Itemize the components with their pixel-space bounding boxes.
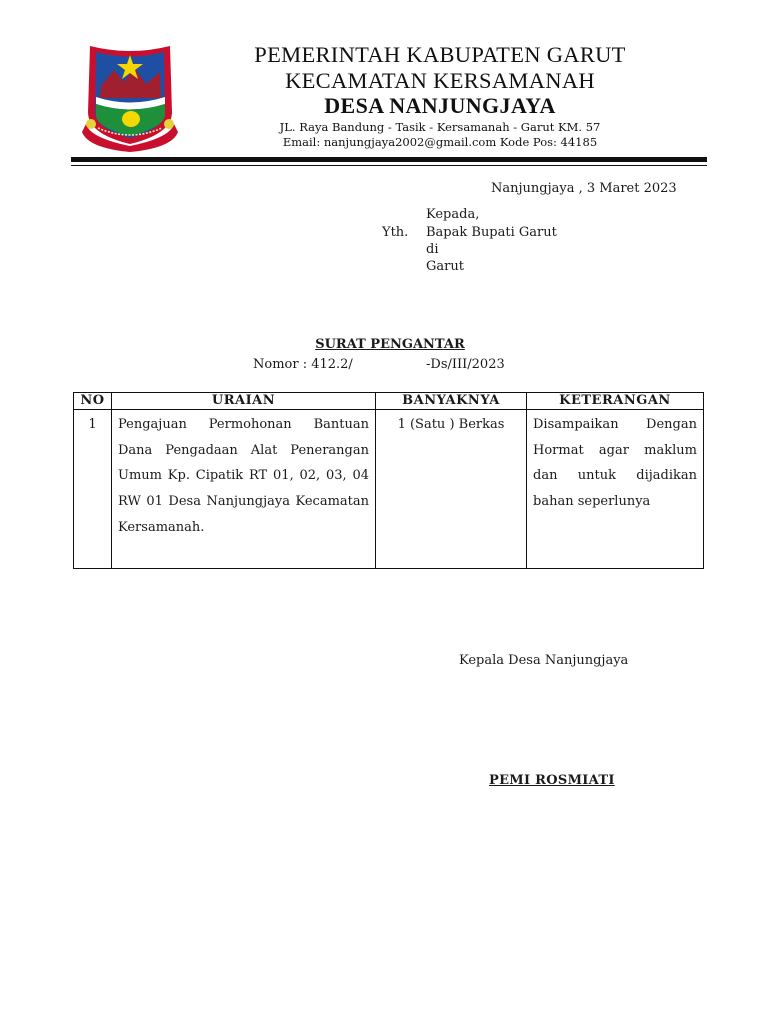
- cell-uraian: Pengajuan Permohonan Bantuan Dana Pengadaan Alat Penerangan Umum Kp. Cipatik RT 01, 02, 03, 04 RW 01 Desa Nanjungjaya Kecamatan Kersamanah.: [112, 410, 376, 569]
- col-header-no: NO: [74, 393, 112, 410]
- col-header-keterangan: KETERANGAN: [527, 393, 704, 410]
- cell-banyaknya-wrap: [376, 410, 527, 569]
- letterhead-government: PEMERINTAH KABUPATEN GARUT: [254, 42, 626, 67]
- village-emblem-logo: [76, 40, 184, 152]
- yth-label: Yth.: [382, 225, 409, 240]
- letter-number-suffix: -Ds/III/2023: [426, 357, 505, 372]
- signatory-title: Kepala Desa Nanjungjaya: [459, 653, 629, 668]
- col-header-banyaknya: BANYAKNYA: [376, 393, 527, 410]
- cell-banyaknya: 1 (Satu ) Berkas: [397, 417, 505, 432]
- cell-no: 1: [74, 410, 112, 569]
- cell-keterangan: Disampaikan Dengan Hormat agar maklum dan untuk dijadikan bahan seperlunya: [527, 410, 704, 569]
- letterhead-contact: Email: nanjungjaya2002@gmail.com Kode Pos: 44185: [282, 135, 598, 149]
- letterhead-village: DESA NANJUNGJAYA: [324, 93, 556, 118]
- letterhead-district: KECAMATAN KERSAMANAH: [285, 68, 595, 93]
- recipient: Bapak Bupati Garut: [426, 225, 557, 240]
- di-label: di: [426, 242, 439, 257]
- table-row: [74, 410, 704, 569]
- letter-number-label: Nomor : 412.2/: [253, 357, 353, 372]
- table-header-row: [74, 393, 704, 410]
- letter-title: SURAT PENGANTAR: [315, 337, 465, 352]
- letterhead-address: JL. Raya Bandung - Tasik - Kersamanah - Garut KM. 57: [279, 120, 601, 134]
- col-header-uraian: URAIAN: [112, 393, 376, 410]
- items-table: [73, 392, 704, 569]
- recipient-city: Garut: [426, 259, 464, 274]
- letterhead-divider-thin: [71, 165, 707, 166]
- place-date: Nanjungjaya , 3 Maret 2023: [491, 181, 677, 196]
- signatory-name: PEMI ROSMIATI: [489, 773, 615, 788]
- to-label: Kepada,: [426, 207, 480, 222]
- letterhead-divider-thick: [71, 157, 707, 162]
